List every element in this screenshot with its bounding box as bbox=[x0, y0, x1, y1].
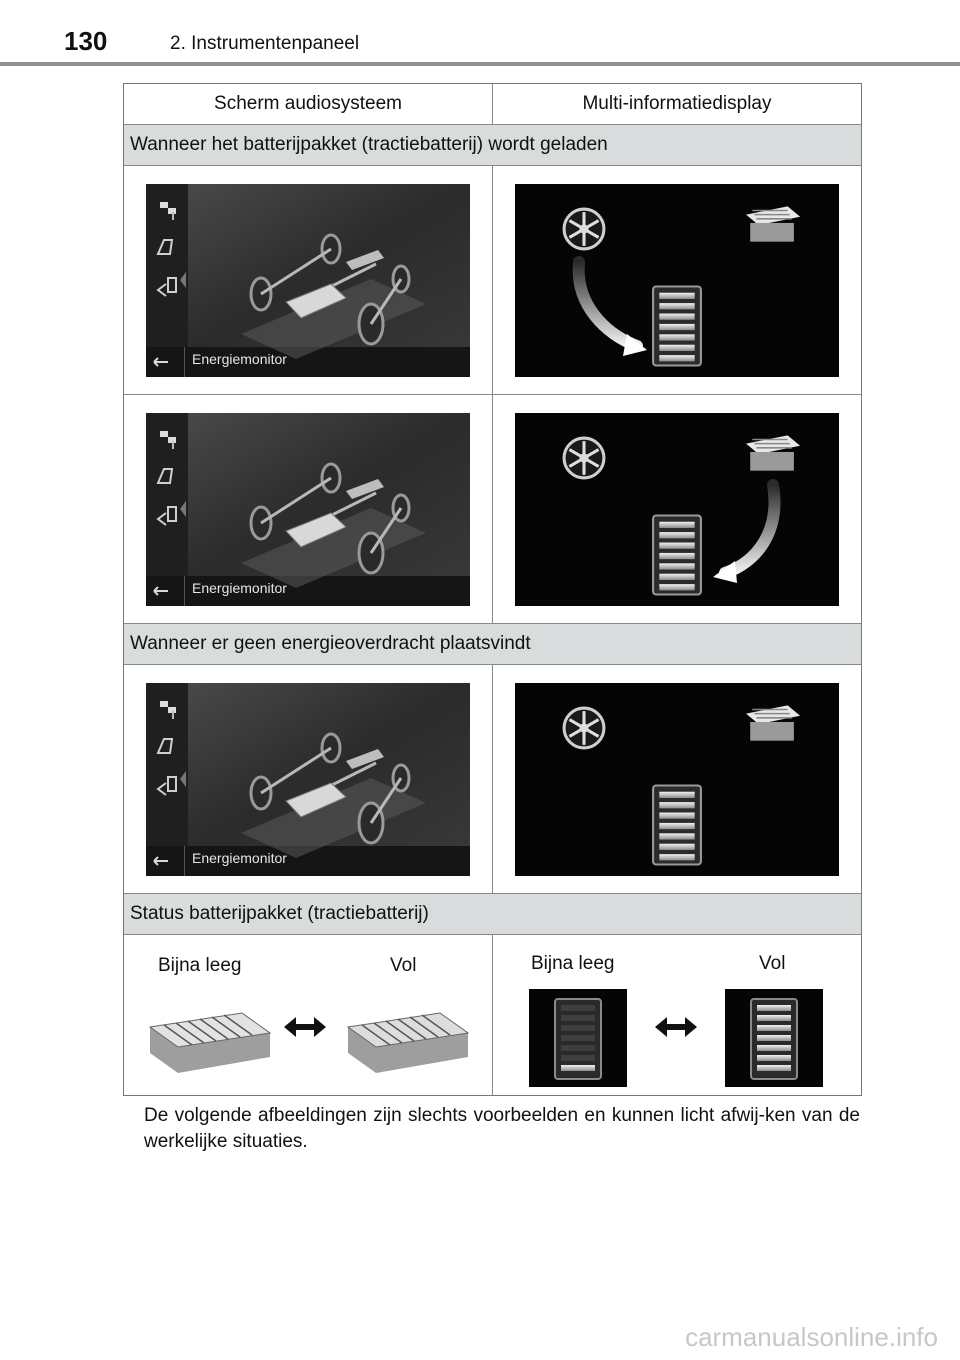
multi-info-status-cell bbox=[492, 935, 861, 1095]
audio-status-cell bbox=[124, 935, 492, 1095]
battery-low-display-icon bbox=[529, 989, 627, 1087]
multi-info-cell bbox=[492, 166, 861, 394]
multi-info-cell bbox=[492, 395, 861, 623]
energy-monitor-table bbox=[123, 83, 862, 1096]
watermark-text: carmanualsonline.info bbox=[685, 1322, 938, 1352]
footnote-text: De volgende afbeeldingen zijn slechts voorbeelden en kunnen licht afwij-ken van de werkelijke situaties. bbox=[144, 1105, 860, 1152]
battery-status-row bbox=[124, 935, 861, 1095]
audio-energy-screen-image bbox=[146, 413, 470, 606]
section-heading-battery-status: Status batterijpakket (tractiebatterij) bbox=[124, 894, 861, 934]
section-row-charging bbox=[124, 125, 861, 166]
double-arrow-icon bbox=[653, 1015, 699, 1039]
multi-info-cell bbox=[492, 665, 861, 893]
header-rule bbox=[0, 62, 960, 66]
column-header-multi-info: Multi-informatiedisplay bbox=[492, 84, 861, 124]
page-number: 130 bbox=[64, 26, 108, 56]
double-arrow-icon bbox=[282, 1015, 328, 1039]
multi-info-energy-screen-image bbox=[515, 683, 839, 876]
audio-cell bbox=[124, 166, 492, 394]
image-row-charging-2 bbox=[124, 395, 861, 624]
audio-energy-screen-image bbox=[146, 184, 470, 377]
section-row-no-transfer bbox=[124, 624, 861, 665]
audio-label-low: Bijna leeg bbox=[158, 955, 242, 976]
column-header-audio: Scherm audiosysteem bbox=[214, 93, 402, 114]
multi-info-label-full: Vol bbox=[759, 953, 786, 974]
audio-cell bbox=[124, 665, 492, 893]
section-heading-no-transfer: Wanneer er geen energieoverdracht plaatsvindt bbox=[124, 624, 861, 664]
image-row-charging-1 bbox=[124, 166, 861, 395]
battery-low-illustration bbox=[142, 987, 274, 1085]
section-heading-charging: Wanneer het batterijpakket (tractiebatterij) wordt geladen bbox=[124, 125, 861, 165]
audio-energy-screen-image bbox=[146, 683, 470, 876]
multi-info-energy-screen-image bbox=[515, 184, 839, 377]
image-row-no-transfer bbox=[124, 665, 861, 894]
column-header-row bbox=[124, 84, 861, 125]
section-row-battery-status bbox=[124, 894, 861, 935]
page-header bbox=[0, 0, 960, 68]
multi-info-energy-screen-image bbox=[515, 413, 839, 606]
chapter-title: 2. Instrumentenpaneel bbox=[170, 33, 360, 54]
audio-cell bbox=[124, 395, 492, 623]
audio-label-full: Vol bbox=[390, 955, 417, 976]
multi-info-label-low: Bijna leeg bbox=[531, 953, 615, 974]
battery-full-display-icon bbox=[725, 989, 823, 1087]
battery-full-illustration bbox=[340, 987, 472, 1085]
